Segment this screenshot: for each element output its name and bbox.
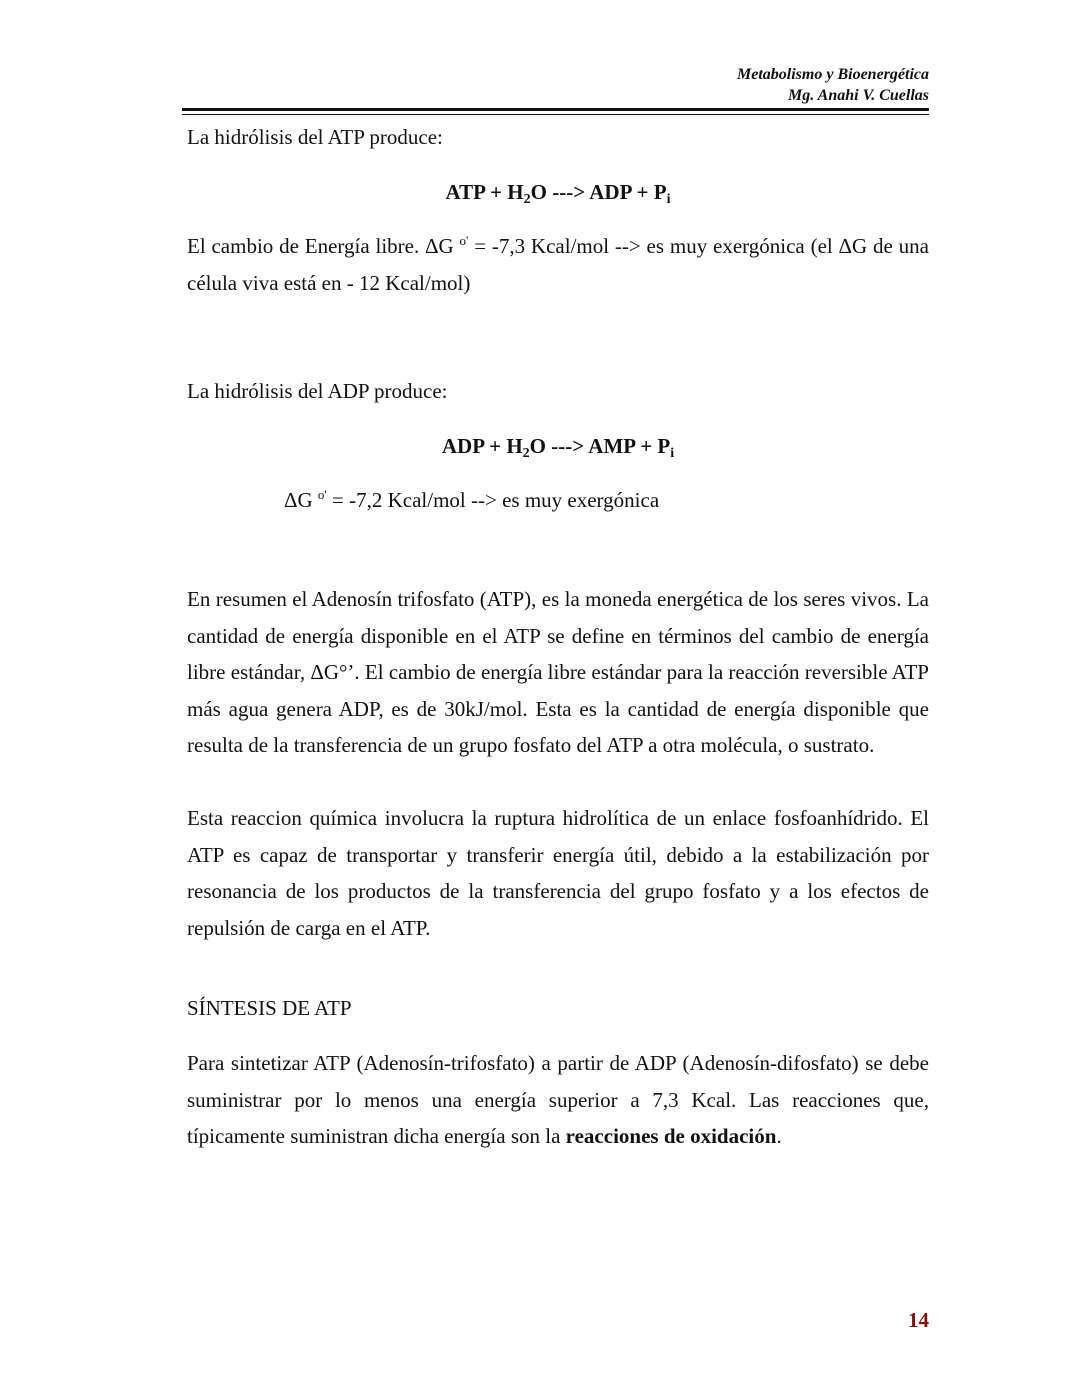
adp-hydrolysis-intro: La hidrólisis del ADP produce: — [187, 379, 448, 403]
adp-hydrolysis-equation — [187, 431, 929, 461]
adp-delta-superscript: o' — [317, 487, 327, 502]
header-rule-thick — [182, 108, 929, 111]
equation-subscript-2: 2 — [523, 192, 531, 207]
equation-subscript-i: i — [670, 446, 675, 461]
header-author: Mg. Anahi V. Cuellas — [788, 87, 929, 104]
synthesis-paragraph-end: . — [776, 1124, 782, 1148]
synthesis-heading: SÍNTESIS DE ATP — [187, 996, 352, 1020]
equation-subscript-2: 2 — [522, 446, 530, 461]
equation-left: ATP + H — [445, 180, 524, 204]
equation-middle: O ---> ADP + P — [530, 180, 667, 204]
adp-delta-g-line — [284, 485, 659, 515]
atp-hydrolysis-equation — [187, 177, 929, 207]
adp-delta-prefix: ΔG — [284, 488, 318, 512]
atp-energy-paragraph — [187, 228, 929, 301]
page-number: 14 — [908, 1308, 929, 1332]
synthesis-paragraph-bold: reacciones de oxidación — [565, 1124, 777, 1148]
atp-energy-part1: El cambio de Energía libre. ΔG — [187, 234, 460, 258]
summary-paragraph-2: Esta reaccion química involucra la ruptura hidrolítica de un enlace fosfoanhídrido. El ATP es capaz de transportar y transferir energía útil, debido a la estabilización por resonancia de los productos de la transferencia del grupo fosfato y a los efectos de repulsión de carga en el ATP. — [187, 806, 929, 940]
atp-energy-part2: = -7,3 Kcal/mol --> es muy exergónica (el ΔG de una célula viva está en - 12 Kcal/mol) — [187, 234, 929, 295]
atp-hydrolysis-intro: La hidrólisis del ATP produce: — [187, 125, 443, 149]
header-rule-thin — [182, 114, 929, 115]
synthesis-paragraph-start: Para sintetizar ATP (Adenosín-trifosfato) a partir de ADP (Adenosín-difosfato) se debe suministrar por lo menos una energía superior a 7,3 Kcal. Las reacciones que, típicamente suministran dicha energía son la — [187, 1051, 929, 1148]
header-title: Metabolismo y Bioenergética — [737, 66, 929, 83]
adp-delta-rest: = -7,2 Kcal/mol --> es muy exergónica — [326, 488, 660, 512]
summary-paragraph-1: En resumen el Adenosín trifosfato (ATP), es la moneda energética de los seres vivos. La cantidad de energía disponible en el ATP se define en términos del cambio de energía libre estándar, ΔG°’. El cambio de energía libre estándar para la reacción reversible ATP más agua genera ADP, es de 30kJ/mol. Esta es la cantidad de energía disponible que resulta de la transferencia de un grupo fosfato del ATP a otra molécula, o sustrato. — [187, 587, 929, 757]
atp-energy-superscript: o' — [459, 233, 469, 248]
running-header — [737, 64, 929, 106]
equation-middle: O ---> AMP + P — [529, 434, 671, 458]
synthesis-paragraph — [187, 1045, 929, 1155]
equation-left: ADP + H — [441, 434, 523, 458]
equation-subscript-i: i — [666, 192, 671, 207]
